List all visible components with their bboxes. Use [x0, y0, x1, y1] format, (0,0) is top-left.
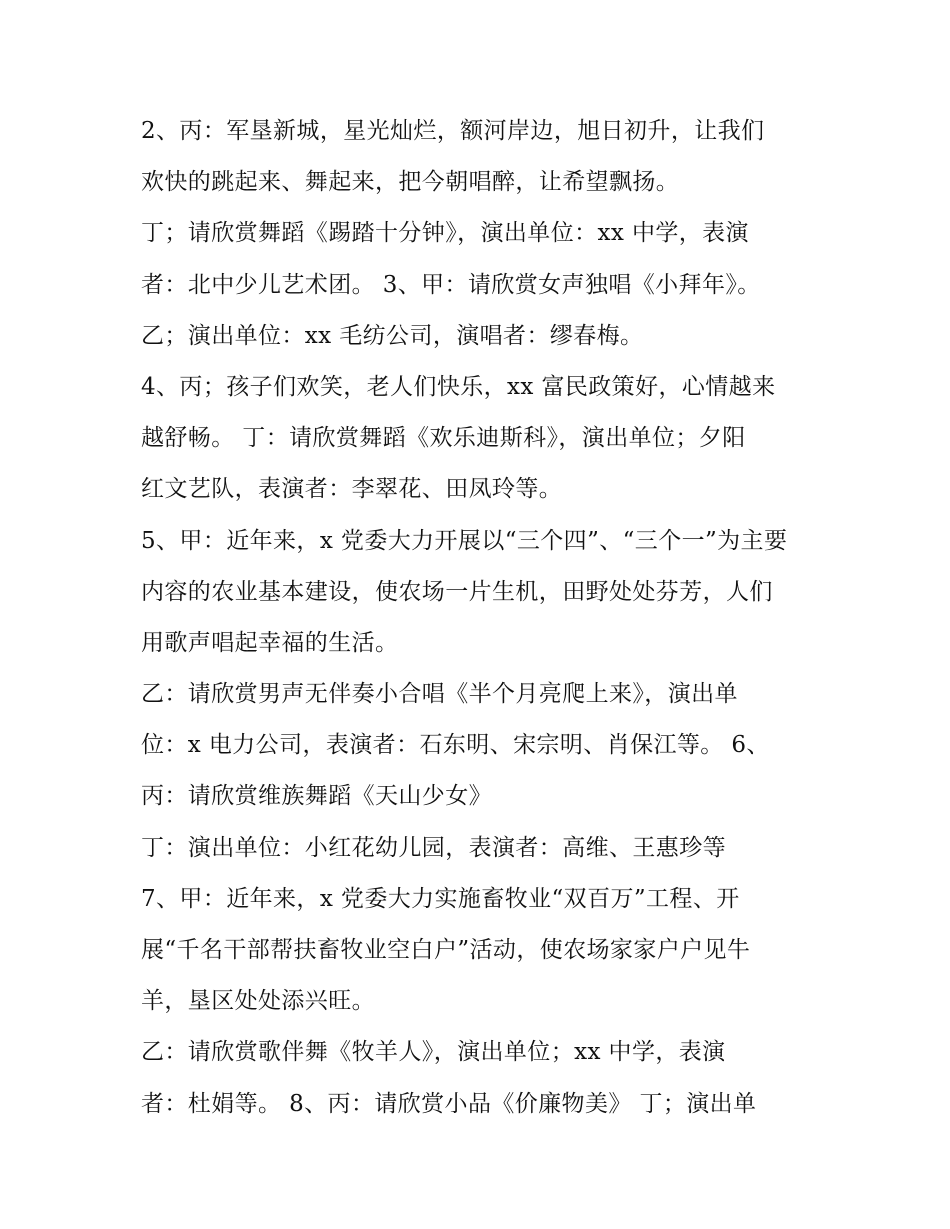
text-line: 者：杜娟等。 8、丙：请欣赏小品《价廉物美》 丁；演出单: [141, 1090, 757, 1117]
text-line: 越舒畅。 丁：请欣赏舞蹈《欢乐迪斯科》，演出单位；夕阳: [141, 425, 746, 452]
text-line: 用歌声唱起幸福的生活。: [141, 629, 399, 656]
text-line: 展“千名干部帮扶畜牧业空白户”活动，使农场家家户户见牛: [141, 937, 751, 963]
text-line: 丁：演出单位：小红花幼儿园，表演者：高维、王惠珍等: [141, 834, 726, 861]
text-line: 羊，垦区处处添兴旺。: [141, 988, 375, 1015]
text-line: 乙：请欣赏歌伴舞《牧羊人》，演出单位；xx 中学，表演: [141, 1039, 726, 1066]
text-line: 丁；请欣赏舞蹈《踢踏十分钟》，演出单位：xx 中学，表演: [141, 220, 749, 247]
text-line: 乙：请欣赏男声无伴奏小合唱《半个月亮爬上来》，演出单: [141, 681, 738, 708]
document-body: [141, 106, 821, 1130]
text-line: 丙：请欣赏维族舞蹈《天山少女》: [141, 783, 492, 810]
text-line: 5、甲：近年来，x 党委大力开展以“三个四”、“三个一”为主要: [141, 527, 788, 554]
text-line: 2、丙：军垦新城，星光灿烂，额河岸边，旭日初升，让我们: [141, 118, 765, 144]
text-line: 内容的农业基本建设，使农场一片生机，田野处处芬芳，人们: [141, 578, 773, 605]
text-line: 7、甲：近年来，x 党委大力实施畜牧业“双百万”工程、开: [141, 885, 740, 912]
text-line: 者：北中少儿艺术团。 3、甲：请欣赏女声独唱《小拜年》。: [141, 271, 761, 298]
text-line: 红文艺队，表演者：李翠花、田凤玲等。: [141, 476, 563, 503]
text-line: 位：x 电力公司，表演者：石东明、宋宗明、肖保江等。 6、: [141, 732, 770, 759]
text-line: 4、丙；孩子们欢笑，老人们快乐，xx 富民政策好，心情越来: [141, 373, 776, 400]
text-line: 乙；演出单位：xx 毛纺公司，演唱者：缪春梅。: [141, 322, 644, 349]
text-line: 欢快的跳起来、舞起来，把今朝唱醉，让希望飘扬。: [141, 169, 680, 196]
